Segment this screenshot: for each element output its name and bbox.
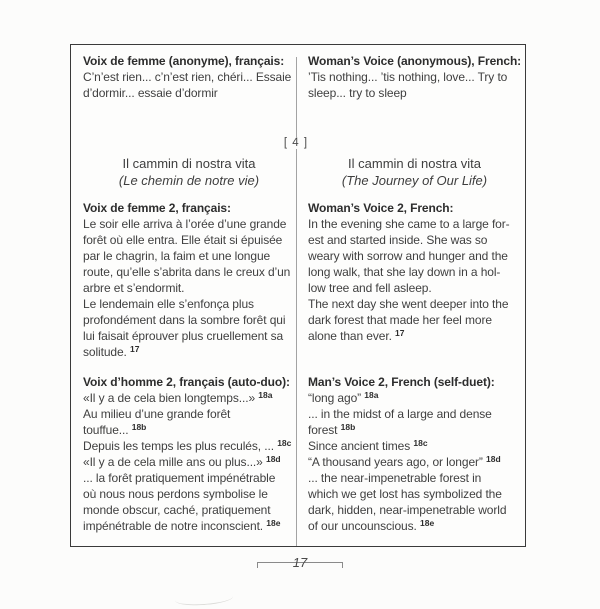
section-heading: Voix de femme (anonyme), français: [83,54,285,68]
page-frame [70,44,526,547]
section-body: “long ago” $^{18a}$ ... in the midst of a large and dense forest $^{18b}$ Since ancient times $^{18c}$ “A thousand years ago, or longer” $^{18d}$ ... the near-impenetrable forest in which we get lost has symbolized the dark, hidden, near-impenetrable world of our uncounscious. $^{18e}$ [308,390,507,533]
section-body: In the evening she came to a large for- est and started inside. She was so weary with sorrow and hunger and the long walk, that she lay down in a hol- low tree and fell asleep. The next day she went deeper into the dark forest that made her feel more alone than ever. $^{17}$ [308,217,510,343]
page-number: 17 [292,555,308,570]
section-heading: Man’s Voice 2, French (self-duet): [308,375,495,389]
section-heading: Woman’s Voice (anonymous), French: [308,54,522,68]
track-title-french [83,155,295,189]
section-body: ’Tis nothing... ’tis nothing, love... Try to sleep... try to sleep [308,70,508,100]
track-title-translation: (The Journey of Our Life) [341,173,488,188]
track-title-main: Il cammin di nostra vita [348,156,481,171]
scan-smudge-artifact [175,590,234,607]
section-english-1 [308,53,521,101]
section-english-2 [308,200,521,344]
column-divider [296,57,297,546]
section-heading: Voix de femme 2, français: [83,201,231,215]
section-french-1 [83,53,295,101]
track-number-marker: [ 4 ] [280,137,312,149]
page-number-bracket [257,555,343,570]
section-english-3 [308,374,521,534]
section-french-2 [83,200,295,360]
section-heading: Voix d’homme 2, français (auto-duo): [83,375,290,389]
section-heading: Woman’s Voice 2, French: [308,201,454,215]
track-title-english [308,155,521,189]
section-body: C’n’est rien... c’n’est rien, chéri... Essaie d’dormir... essaie d’dormir [83,70,292,100]
track-title-translation: (Le chemin de notre vie) [118,173,260,188]
section-body: «Il y a de cela bien longtemps...» $^{18a}$ Au milieu d’une grande forêt touffue... $^{18b}$ Depuis les temps les plus reculés, ... $^{18c}$ «Il y a de cela mille ans ou plus...» $^{18d}$ ... la forêt pratiquement impénétrable où nous nous perdons symbolise le monde obscur, caché, pratiquement impénétrable de notre inconscient. $^{18e}$ [83,390,292,533]
section-french-3 [83,374,295,534]
section-body: Le soir elle arriva à l’orée d’une grande forêt où elle entra. Elle était si épuisée par le chagrin, la faim et une longue route, qu’elle s’abrita dans le creux d’un arbre et s’endormit. Le lendemain elle s’enfonça plus profondément dans la sombre forêt qui lui faisait éprouver plus cruellement sa solitude. $^{17}$ [83,217,291,359]
track-title-main: Il cammin di nostra vita [122,156,256,171]
